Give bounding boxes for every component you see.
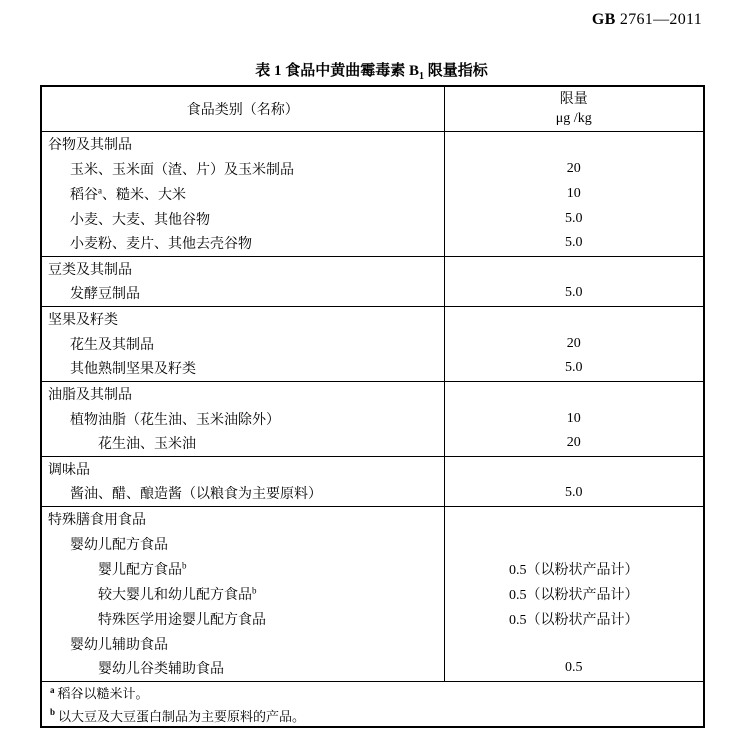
footnote-cell (41, 681, 704, 704)
table-row (41, 156, 704, 181)
table-row (41, 281, 704, 306)
table-header-row (41, 86, 704, 131)
food-category-cell: 特殊膳食用食品 (41, 506, 444, 531)
food-category-cell: 小麦粉、麦片、其他去壳谷物 (41, 231, 444, 256)
standard-number (592, 11, 702, 29)
table-row (41, 456, 704, 481)
food-category-cell: 油脂及其制品 (41, 381, 444, 406)
table-row (41, 306, 704, 331)
table-row (41, 481, 704, 506)
table-row (41, 431, 704, 456)
table-title (40, 59, 703, 82)
limit-value-cell: 5.0 (565, 485, 583, 501)
table-title-suffix: 限量指标 (424, 63, 488, 79)
footnote-marker: a (50, 684, 55, 695)
limit-value-cell: 10 (566, 410, 581, 426)
footnote-marker: b (50, 707, 56, 718)
table-row (41, 356, 704, 381)
footnote-marker: a (98, 184, 102, 195)
table-body (41, 131, 704, 727)
table-row (41, 181, 704, 206)
table-row (41, 506, 704, 531)
table-row (41, 206, 704, 231)
food-category-cell: 谷物及其制品 (41, 131, 444, 156)
table-row (41, 406, 704, 431)
table-row (41, 231, 704, 256)
aflatoxin-limits-table (40, 85, 705, 728)
food-category-cell: 稻谷$^a$、糙米、大米 (41, 181, 444, 206)
limit-value-cell (444, 256, 704, 281)
table-row (41, 581, 704, 606)
food-category-cell: 花生油、玉米油 (41, 431, 444, 456)
table-row (41, 531, 704, 556)
table-row (41, 256, 704, 281)
limit-value-cell: 5.0 (565, 285, 583, 301)
food-category-cell: 玉米、玉米面（渣、片）及玉米制品 (41, 156, 444, 181)
food-category-cell: 植物油脂（花生油、玉米油除外） (41, 406, 444, 431)
limit-value-cell: 10 (566, 185, 581, 201)
food-category-cell: 特殊医学用途婴儿配方食品 (41, 606, 444, 631)
food-category-cell: 酱油、醋、酿造酱（以粮食为主要原料） (41, 481, 444, 506)
food-category-cell: 豆类及其制品 (41, 256, 444, 281)
footnote-text: 稻谷以糙米计。 (57, 686, 149, 702)
limit-value-cell: 20 (566, 160, 581, 176)
footnote-row (41, 681, 704, 704)
food-category-cell: 婴幼儿谷类辅助食品 (41, 656, 444, 681)
limit-value-cell: 5.0 (565, 360, 583, 376)
table-row (41, 631, 704, 656)
table-row (41, 556, 704, 581)
limit-value-cell: 5.0 (565, 210, 583, 226)
limit-value-cell: 20 (566, 335, 581, 351)
limit-value-cell (444, 631, 704, 656)
table-row (41, 131, 704, 156)
limit-header-label: 限量 (559, 91, 588, 107)
food-category-cell: 婴幼儿配方食品 (41, 531, 444, 556)
footnote-cell (41, 704, 704, 727)
food-category-cell: 发酵豆制品 (41, 281, 444, 306)
limit-value-cell: 20 (566, 435, 581, 451)
table-title-subscript: 1 (419, 71, 424, 82)
table-row (41, 381, 704, 406)
food-category-cell: 坚果及籽类 (41, 306, 444, 331)
limit-value-cell: 0.5 (565, 660, 583, 676)
food-category-cell: 小麦、大麦、其他谷物 (41, 206, 444, 231)
limit-value-cell: 0.5（以粉状产品计） (509, 562, 639, 578)
limit-value-cell (444, 131, 704, 156)
limit-value-cell (444, 306, 704, 331)
limit-value-cell (444, 506, 704, 531)
limit-value-cell: 0.5（以粉状产品计） (509, 587, 639, 603)
footnote-row (41, 704, 704, 727)
footnote-marker: b (252, 584, 257, 595)
limit-value-cell: 5.0 (565, 235, 583, 251)
table-row (41, 331, 704, 356)
standard-number-prefix: GB (591, 11, 616, 28)
column-header-limit (444, 86, 704, 131)
food-category-cell: 其他熟制坚果及籽类 (41, 356, 444, 381)
table-title-text: 表 1 食品中黄曲霉毒素 B (255, 63, 419, 79)
footnote-text: 以大豆及大豆蛋白制品为主要原料的产品。 (58, 708, 306, 724)
table-row (41, 606, 704, 631)
limit-value-cell (444, 531, 704, 556)
food-category-cell: 婴幼儿辅助食品 (41, 631, 444, 656)
standard-number-rest: 2761—2011 (615, 11, 702, 28)
food-category-cell: 较大婴儿和幼儿配方食品$^b$ (41, 581, 444, 606)
limit-value-cell (444, 381, 704, 406)
footnote-marker: b (182, 559, 187, 570)
food-category-cell: 调味品 (41, 456, 444, 481)
food-category-cell: 花生及其制品 (41, 331, 444, 356)
food-category-cell: 婴儿配方食品$^b$ (41, 556, 444, 581)
limit-header-unit: μg /kg (555, 110, 592, 126)
column-header-food-category: 食品类别（名称） (41, 86, 444, 131)
table-row (41, 656, 704, 681)
limit-value-cell: 0.5（以粉状产品计） (509, 612, 639, 628)
limit-value-cell (444, 456, 704, 481)
